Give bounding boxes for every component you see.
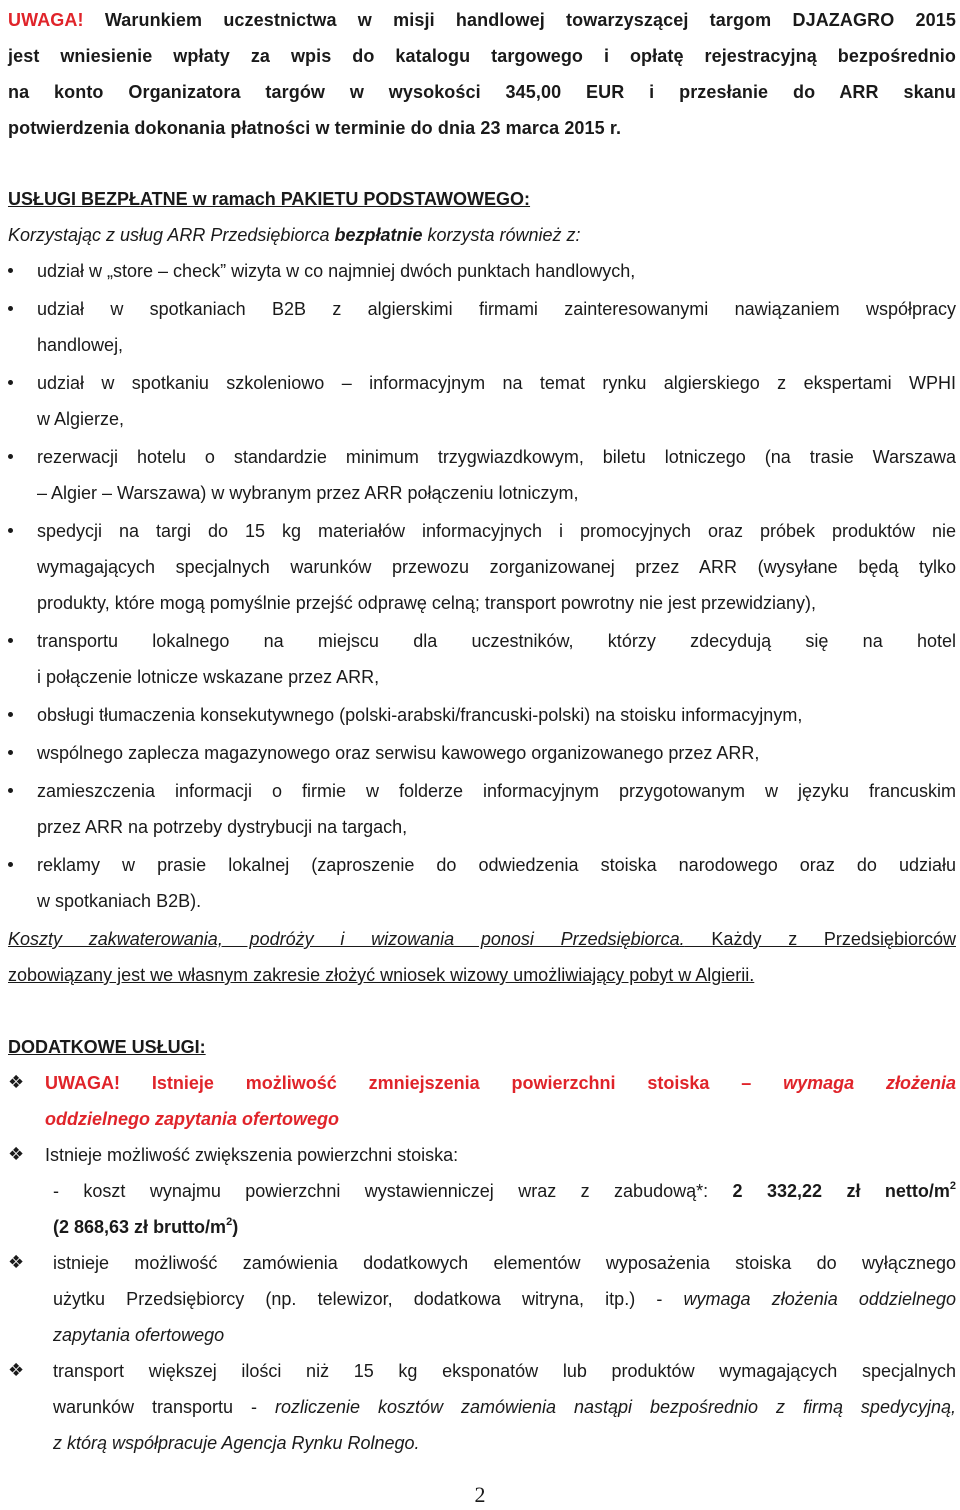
list-item: reklamy w prasie lokalnej (zaproszenie do odwiedzenia stoiska narodowego oraz do udziału w spotkaniach B2B). [8,847,956,919]
list-item: ❖ transport większej ilości niż 15 kg eksponatów lub produktów wymagających specjalnych warunków transportu - rozliczenie kosztów zamówienia nastąpi bezpośrednio z firmą spedycyjną, z którą współpracuje Agencja Rynku Rolnego. [8,1353,956,1461]
free-services-lead: Korzystając z usług ARR Przedsiębiorca bezpłatnie korzysta również z: [8,225,581,245]
list-item: zamieszczenia informacji o firmie w folderze informacyjnym przygotowanym w języku francuskim przez ARR na potrzeby dystrybucji na targach, [8,773,956,845]
bullet-dot-icon [8,528,13,533]
bullet-dot-icon [8,862,13,867]
list-item: rezerwacji hotelu o standardzie minimum trzygwiazdkowym, biletu lotniczego (na trasie Warszawa – Algier – Warszawa) w wybranym przez ARR połączeniu lotniczym, [8,439,956,511]
stand-cost-line: - koszt wynajmu powierzchni wystawienniczej wraz z zabudową*: 2 332,22 zł netto/$m^2$ [53,1180,956,1201]
free-services-heading: USŁUGI BEZPŁATNE w ramach PAKIETU PODSTAWOWEGO: [8,189,531,209]
page-number: 2 [474,1482,486,1507]
list-item: udział w spotkaniach B2B z algierskimi firmami zainteresowanymi nawiązaniem współpracy handlowej, [8,291,956,363]
bullet-dot-icon [8,788,13,793]
diamond-bullet-icon: ❖ [8,1072,25,1093]
list-item: wspólnego zaplecza magazynowego oraz serwisu kawowego organizowanego przez ARR, [8,735,956,771]
list-item: spedycji na targi do 15 kg materiałów informacyjnych i promocyjnych oraz próbek produktów nie wymagających specjalnych warunków przewozu zorganizowanej przez ARR (wysyłane będą tylko produkty, które mogą pomyślnie przejść odprawę celną; transport powrotny nie jest przewidziany), [8,513,956,621]
free-services-section [8,181,956,993]
diamond-bullet-icon: ❖ [8,1144,25,1165]
diamond-bullet-icon: ❖ [8,1360,25,1381]
stand-cost-brutto: (2 868,63 zł brutto/$m^2$) [53,1216,239,1237]
extra-services-section [8,1029,956,1461]
notice-line-2: jest wniesienie wpłaty za wpis do katalogu targowego i opłatę rejestracyjną bezpośrednio [8,46,956,66]
list-item: udział w spotkaniu szkoleniowo – informacyjnym na temat rynku algierskiego z ekspertami WPHI w Algierze, [8,365,956,437]
notice-line-4: potwierdzenia dokonania płatności w terminie do dnia 23 marca 2015 r. [8,118,622,138]
bullet-dot-icon [8,454,13,459]
notice-line-3: na konto Organizatora targów w wysokości 345,00 EUR i przesłanie do ARR skanu [8,82,956,102]
list-item: udział w „store – check” wizyta w co najmniej dwóch punktach handlowych, [8,253,956,289]
bullet-dot-icon [8,306,13,311]
bullet-dot-icon [8,638,13,643]
list-item: obsługi tłumaczenia konsekutywnego (polski-arabski/francuski-polski) na stoisku informacyjnym, [8,697,956,733]
costs-note [8,921,956,993]
diamond-bullet-icon: ❖ [8,1252,25,1273]
costs-line-1: Koszty zakwaterowania, podróży i wizowania ponosi Przedsiębiorca. Każdy z Przedsiębiorców [8,929,956,949]
document-page [8,2,956,1461]
notice-label: UWAGA! [8,10,84,30]
bullet-dot-icon [8,268,13,273]
free-services-list [8,253,956,919]
extra-services-heading: DODATKOWE USŁUGI: [8,1037,206,1057]
bullet-dot-icon [8,712,13,717]
bullet-dot-icon [8,380,13,385]
list-item: ❖ Istnieje możliwość zwiększenia powierzchni stoiska: - koszt wynajmu powierzchni wystawienniczej wraz z zabudową*: 2 332,22 zł netto/$m^2$ (2 868,63 zł brutto/$m^2$) [8,1137,956,1245]
bullet-dot-icon [8,750,13,755]
list-item: ❖ UWAGA! Istnieje możliwość zmniejszenia powierzchni stoiska – wymaga złożenia oddzielnego zapytania ofertowego [8,1065,956,1137]
notice-line-1: UWAGA! Warunkiem uczestnictwa w misji handlowej towarzyszącej targom DJAZAGRO 2015 [8,10,956,30]
notice-block [8,2,956,146]
costs-line-2: zobowiązany jest we własnym zakresie złożyć wniosek wizowy umożliwiający pobyt w Algierii. [8,965,755,985]
list-item: ❖ istnieje możliwość zamówienia dodatkowych elementów wyposażenia stoiska do wyłącznego użytku Przedsiębiorcy (np. telewizor, dodatkowa witryna, itp.) - wymaga złożenia oddzielnego zapytania ofertowego [8,1245,956,1353]
extra-services-list [8,1065,956,1461]
list-item: transportu lokalnego na miejscu dla uczestników, którzy zdecydują się na hotel i połączenie lotnicze wskazane przez ARR, [8,623,956,695]
